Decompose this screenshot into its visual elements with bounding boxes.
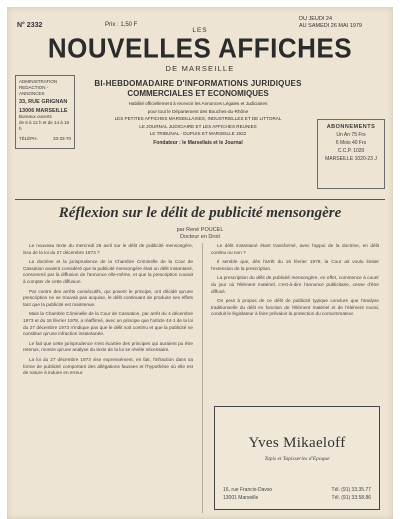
ad-phone-1: Tél. (91) 33.35.77 xyxy=(331,487,371,493)
article-column-left xyxy=(23,243,193,380)
masthead-title: NOUVELLES AFFICHES xyxy=(47,32,353,64)
issue-price: Prix : 1,50 F xyxy=(105,22,138,28)
article-paragraph: Par contre des arrêts consécutifs, qui posent le principe, ont décidé qu'une prescription ne se trouvait pas acquise, le délit continuant de produire ses effets tant que la publicité est maintenue. xyxy=(23,288,193,307)
admin-line-4: de 8 à 12 h et de 14 à 18 h xyxy=(19,120,70,131)
date-line-2: AU SAMEDI 26 MAI 1979 xyxy=(299,23,362,29)
article-paragraph: Le fait que cette jurisprudence s'est écartée des principes qui auraient pu être retenus, montre qu'une analyse du texte de la loi se révèle nécessaire. xyxy=(23,340,193,353)
subtitle-line-2: COMMERCIALES ET ECONOMIQUES xyxy=(127,89,269,98)
founded-line: Fondateur : le Marsellais et le Journal xyxy=(153,139,243,146)
article-title: Réflexion sur le délit de publicité mensongère xyxy=(58,205,342,221)
admin-line-2: REDACTION - ANNONCES xyxy=(19,85,49,96)
admin-address-1: 33, RUE GRIGNAN xyxy=(19,99,68,105)
ad-name: Yves Mikaeloff xyxy=(248,435,346,451)
masthead-top: LES xyxy=(192,27,208,34)
byline-prefix: par xyxy=(176,227,185,233)
subscription-ccp: C.C.P. 1020 xyxy=(337,148,365,154)
subscription-year: Un An 75 Frs xyxy=(336,132,366,138)
article-paragraph: On peut à propos de ce délit de publicité typique conclure que l'analyse traditionnelle du délit en fonction de l'élément matériel et de l'élément moral, conduit le législateur à faire prévaloir la protection du consommateur. xyxy=(211,298,379,317)
ad-phone-2: Tél. (91) 33.58.86 xyxy=(331,495,371,501)
administration-box xyxy=(15,75,75,149)
header-divider xyxy=(15,199,385,200)
byline-author: René POUCEL xyxy=(186,227,224,233)
ad-tagline: Tapis et Tapisseries d'Epoque xyxy=(264,456,330,462)
newspaper-page xyxy=(7,7,393,519)
subtitle-line-1: BI-HEBDOMADAIRE D'INFORMATIONS JURIDIQUES xyxy=(94,79,302,88)
article-paragraph: Le nouveau texte du mercredi 26 avril sur le délit de publicité mensongère, issu de la loi du 27 décembre 1973 ? xyxy=(23,243,193,255)
article-paragraph: Il semble que, dès l'arrêt du 16 février 1978, la Cour ait voulu limiter l'extension de la prescription. xyxy=(211,259,379,271)
subscriptions-heading: ABONNEMENTS xyxy=(326,124,376,130)
masthead-subtitle xyxy=(79,79,317,146)
subscription-half-year: 6 Mois 40 Frs xyxy=(335,140,367,146)
legal-line-5: LE TRIBUNAL - DUPUIS ET MARSEILLE 1922 xyxy=(149,131,247,137)
admin-phone-label: TÉLÉPH. xyxy=(19,136,38,141)
article-paragraph: La loi du 27 décembre 1973 vise expressément, en fait, l'infraction dans sa forme de publicité comportant des allégations fausses et l'hypothèse où elle est de nature à induire en erreur. xyxy=(23,356,193,376)
subscription-ccp-number: MARSEILLE 1020-23 J xyxy=(325,156,377,162)
legal-line-4: LE JOURNAL JUDICIAIRE ET LES AFFICHES REUNIES xyxy=(139,123,257,129)
ad-address-1: 16, rue Francis-Davso xyxy=(223,487,273,493)
article-paragraph: Le délit instantané étant transformé, avec l'appui de la doctrine, en délit continu ou non ? xyxy=(211,243,379,255)
legal-line-2: pour tout le Département des Bouches-du-Rhône xyxy=(147,108,249,114)
article-paragraph: Mais la Chambre Criminelle de la Cour de Cassation, par arrêt du 4 décembre 1973 et du 16 février 1978, a réaffirmé, avec un principe que l'article 44-1 de la loi du 27 décembre 1973 n'indique pas que le délit soit continu et que la publicité ne constitue qu'une infraction instantanée. xyxy=(23,311,193,337)
legal-line-1: Habilité officiellement à recevoir les Annonces Légales et Judiciaires xyxy=(128,101,268,106)
legal-line-3: LES PETITES AFFICHES MARSEILLAISES, INDUSTRIELLES ET DE LITTORAL xyxy=(114,116,282,122)
article-column-right xyxy=(211,243,379,321)
article-paragraph: La prescription du délit de publicité mensongère, en effet, commence à courir du jour où l'élément matériel, c'est-à-dire l'annonce publicitaire, cesse d'être diffusé. xyxy=(211,275,379,294)
article-paragraph: La doctrine et la jurisprudence de la Chambre Criminelle de la Cour de Cassation avaient considéré que la publicité mensongère était un délit instantané, consommé par la diffusion de l'annonce elle-même, et que la prescription courait à compter de cette diffusion. xyxy=(23,259,193,284)
admin-phone xyxy=(19,136,71,142)
admin-line-3: Bureaux ouverts xyxy=(19,114,52,119)
subscriptions-box xyxy=(317,119,385,189)
article-byline xyxy=(15,227,385,240)
admin-phone-number: 33-33-70 xyxy=(52,136,71,141)
admin-address-2: 13006 MARSEILLE xyxy=(19,107,68,114)
byline-author-title: Docteur en Droit xyxy=(179,233,221,240)
ad-address-2: 13001 Marseille xyxy=(223,495,259,501)
issue-number: N° 2332 xyxy=(17,22,43,29)
column-divider xyxy=(202,243,203,513)
admin-line-1: ADMINISTRATION xyxy=(19,79,58,84)
advertisement-box xyxy=(214,406,380,510)
date-line-1: DU JEUDI 24 xyxy=(299,16,333,22)
masthead-city: DE MARSEILLE xyxy=(165,64,235,73)
